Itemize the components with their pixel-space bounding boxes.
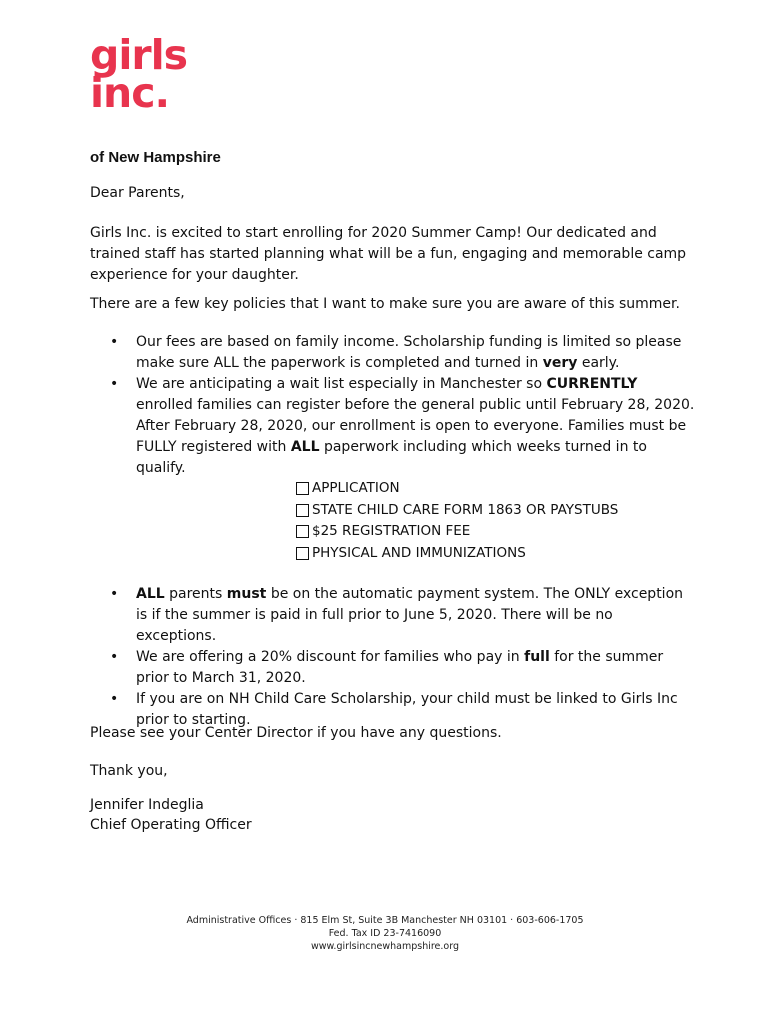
- policy-fees-emphasis: very: [542, 355, 578, 371]
- girls-inc-logo: [90, 31, 188, 117]
- checklist-item: [296, 543, 618, 565]
- checklist-item: [296, 478, 618, 500]
- policy-item-waitlist: [110, 374, 695, 479]
- policy-discount-text: We are offering a 20% discount for families who pay in: [136, 649, 525, 665]
- signer-name: Jennifer Indeglia: [90, 797, 204, 813]
- logo-line-1: girls: [90, 31, 188, 79]
- policy-payment-text-end: be on the automatic payment system. The ONLY exception is if the summer is paid in full prior to June 5, 2020. There will be no exceptions.: [136, 586, 684, 644]
- policy-discount-emphasis: full: [524, 649, 550, 665]
- checklist-label: $25 REGISTRATION FEE: [312, 523, 471, 539]
- policy-waitlist-text-end: paperwork including which weeks turned in to qualify.: [136, 439, 647, 476]
- policy-fees-text: Our fees are based on family income. Scholarship funding is limited so please make sure ALL the paperwork is completed and turned in: [136, 334, 682, 371]
- checkbox[interactable]: [296, 547, 309, 560]
- policy-waitlist-emphasis-all: ALL: [290, 439, 320, 455]
- signer-title: Chief Operating Officer: [90, 817, 252, 833]
- closing: Thank you,: [90, 763, 168, 779]
- policy-item-discount: [110, 647, 695, 689]
- footer-address: Administrative Offices · 815 Elm St, Suite 3B Manchester NH 03101 · 603-606-1705: [186, 915, 584, 926]
- checkbox[interactable]: [296, 504, 309, 517]
- checkbox[interactable]: [296, 525, 309, 538]
- policy-payment-text: parents: [164, 586, 227, 602]
- checklist-item: [296, 521, 618, 543]
- logo-line-2: inc.: [90, 69, 170, 117]
- checklist-item: [296, 500, 618, 522]
- policy-payment-emphasis-all: ALL: [136, 586, 165, 602]
- questions-line: Please see your Center Director if you have any questions.: [90, 725, 502, 741]
- policy-list-1: [110, 332, 695, 479]
- policy-payment-emphasis-must: must: [226, 586, 267, 602]
- checklist-label: APPLICATION: [312, 480, 400, 496]
- checklist-label: PHYSICAL AND IMMUNIZATIONS: [312, 544, 526, 561]
- policy-item-payment: [110, 584, 695, 647]
- checkbox[interactable]: [296, 482, 309, 495]
- policy-waitlist-emphasis: CURRENTLY: [546, 376, 638, 392]
- org-name: of New Hampshire: [90, 149, 221, 166]
- intro-paragraph: Girls Inc. is excited to start enrolling for 2020 Summer Camp! Our dedicated and trained staff has started planning what will be a fun, engaging and memorable camp experience for your daughter.: [90, 225, 687, 283]
- policy-scholarship-text: If you are on NH Child Care Scholarship, your child must be linked to Girls Inc prior to starting.: [136, 691, 678, 728]
- checklist-label: STATE CHILD CARE FORM 1863 OR PAYSTUBS: [312, 501, 619, 518]
- policy-item-fees: [110, 332, 695, 374]
- policy-fees-text-end: early.: [577, 355, 620, 371]
- greeting: Dear Parents,: [90, 185, 185, 201]
- policy-list-2: [110, 584, 695, 731]
- policy-waitlist-text: We are anticipating a wait list especially in Manchester so: [136, 376, 547, 392]
- policy-discount-text-end: for the summer prior to March 31, 2020.: [136, 649, 664, 686]
- footer: [0, 914, 770, 953]
- paperwork-checklist: [296, 478, 618, 564]
- footer-website: www.girlsincnewhampshire.org: [310, 941, 460, 952]
- policies-intro: There are a few key policies that I want to make sure you are aware of this summer.: [90, 296, 680, 312]
- policy-waitlist-text-mid: enrolled families can register before the general public until February 28, 2020. After February 28, 2020, our enrollment is open to everyone. Families must be FULLY registered with: [136, 397, 695, 455]
- footer-tax-id: Fed. Tax ID 23-7416090: [328, 928, 442, 939]
